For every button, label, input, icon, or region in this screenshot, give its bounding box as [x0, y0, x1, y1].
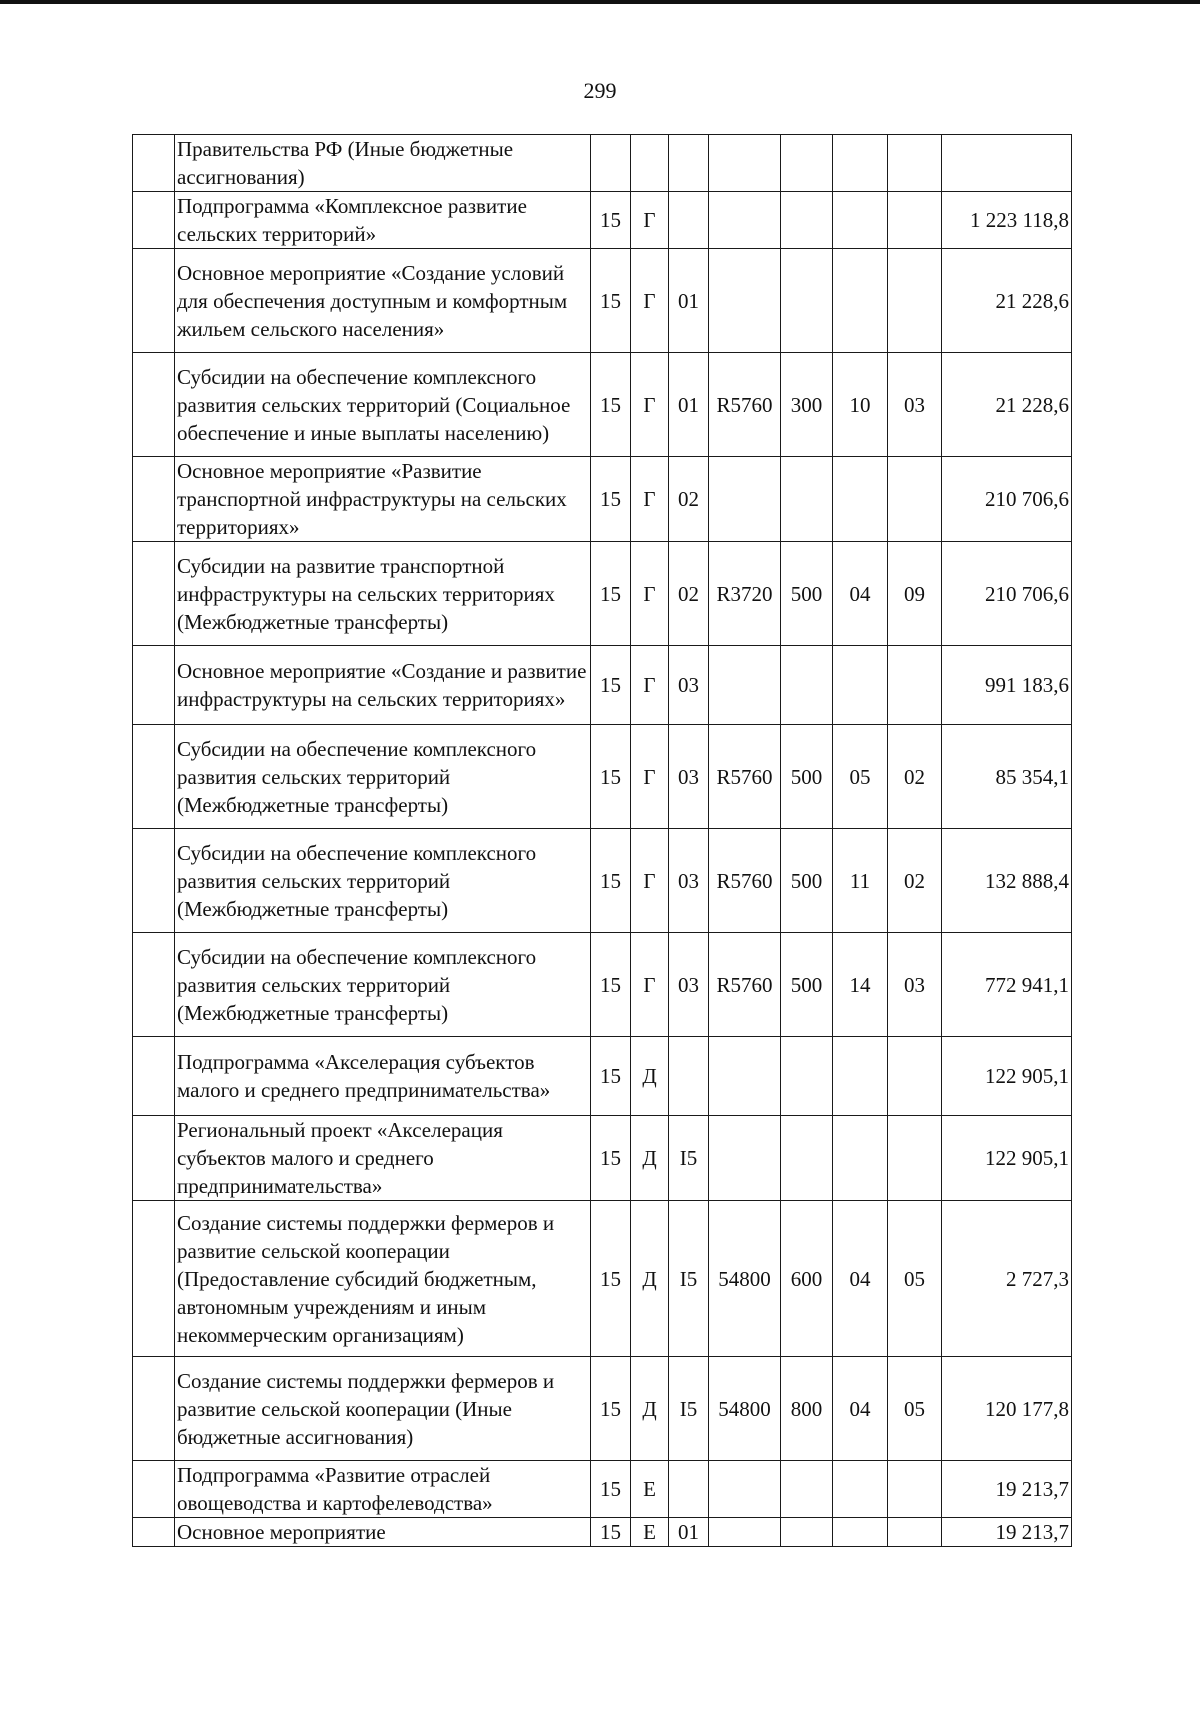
program-code-cell: 15 — [591, 1116, 631, 1201]
program-code-cell: 15 — [591, 353, 631, 457]
expense-type-cell — [781, 249, 833, 353]
direction-code-cell: R3720 — [709, 542, 781, 646]
table-row — [133, 725, 1072, 829]
amount-cell: 21 228,6 — [942, 353, 1072, 457]
section-code-cell: 04 — [833, 1201, 888, 1357]
direction-code-cell: R5760 — [709, 829, 781, 933]
section-code-cell: 14 — [833, 933, 888, 1037]
program-code-cell: 15 — [591, 829, 631, 933]
subsection-code-cell — [888, 646, 942, 725]
table-row — [133, 542, 1072, 646]
amount-cell: 85 354,1 — [942, 725, 1072, 829]
expense-type-cell: 500 — [781, 829, 833, 933]
expense-type-cell — [781, 192, 833, 249]
subsection-code-cell — [888, 1518, 942, 1547]
section-code-cell — [833, 1116, 888, 1201]
table-row — [133, 457, 1072, 542]
table-row — [133, 135, 1072, 192]
row-marker-cell — [133, 353, 175, 457]
direction-code-cell — [709, 457, 781, 542]
table-row — [133, 1116, 1072, 1201]
direction-code-cell: R5760 — [709, 933, 781, 1037]
subprogram-code-cell: Г — [631, 646, 669, 725]
amount-cell: 19 213,7 — [942, 1461, 1072, 1518]
item-name-cell: Подпрограмма «Комплексное развитие сельских территорий» — [175, 192, 591, 249]
item-name-cell: Правительства РФ (Иные бюджетные ассигнования) — [175, 135, 591, 192]
item-name-cell: Основное мероприятие «Создание и развитие инфраструктуры на сельских территориях» — [175, 646, 591, 725]
event-code-cell: I5 — [669, 1201, 709, 1357]
program-code-cell: 15 — [591, 192, 631, 249]
expense-type-cell: 500 — [781, 542, 833, 646]
amount-cell: 210 706,6 — [942, 457, 1072, 542]
expense-type-cell: 600 — [781, 1201, 833, 1357]
event-code-cell: 03 — [669, 829, 709, 933]
section-code-cell: 04 — [833, 1357, 888, 1461]
program-code-cell: 15 — [591, 1357, 631, 1461]
section-code-cell: 04 — [833, 542, 888, 646]
section-code-cell — [833, 1518, 888, 1547]
section-code-cell — [833, 457, 888, 542]
item-name-cell: Создание системы поддержки фермеров и развитие сельской кооперации (Иные бюджетные ассигнования) — [175, 1357, 591, 1461]
subsection-code-cell — [888, 192, 942, 249]
row-marker-cell — [133, 457, 175, 542]
amount-cell: 210 706,6 — [942, 542, 1072, 646]
subprogram-code-cell: Г — [631, 249, 669, 353]
subprogram-code-cell: Е — [631, 1461, 669, 1518]
row-marker-cell — [133, 542, 175, 646]
event-code-cell: 01 — [669, 249, 709, 353]
subprogram-code-cell — [631, 135, 669, 192]
amount-cell: 2 727,3 — [942, 1201, 1072, 1357]
item-name-cell: Подпрограмма «Развитие отраслей овощеводства и картофелеводства» — [175, 1461, 591, 1518]
item-name-cell: Основное мероприятие «Создание условий для обеспечения доступным и комфортным жильем сельского населения» — [175, 249, 591, 353]
direction-code-cell: R5760 — [709, 725, 781, 829]
table-row — [133, 1037, 1072, 1116]
expense-type-cell — [781, 1461, 833, 1518]
subsection-code-cell — [888, 1461, 942, 1518]
row-marker-cell — [133, 1116, 175, 1201]
section-code-cell: 10 — [833, 353, 888, 457]
item-name-cell: Субсидии на обеспечение комплексного развития сельских территорий (Социальное обеспечение и иные выплаты населению) — [175, 353, 591, 457]
table-row — [133, 1461, 1072, 1518]
section-code-cell: 11 — [833, 829, 888, 933]
table-row — [133, 1518, 1072, 1547]
direction-code-cell — [709, 135, 781, 192]
subsection-code-cell: 09 — [888, 542, 942, 646]
subsection-code-cell — [888, 249, 942, 353]
item-name-cell: Субсидии на обеспечение комплексного развития сельских территорий (Межбюджетные трансферты) — [175, 933, 591, 1037]
subprogram-code-cell: Д — [631, 1201, 669, 1357]
amount-cell: 120 177,8 — [942, 1357, 1072, 1461]
direction-code-cell — [709, 646, 781, 725]
direction-code-cell — [709, 1037, 781, 1116]
direction-code-cell: 54800 — [709, 1357, 781, 1461]
table-row — [133, 646, 1072, 725]
direction-code-cell: R5760 — [709, 353, 781, 457]
direction-code-cell — [709, 1518, 781, 1547]
section-code-cell — [833, 1461, 888, 1518]
direction-code-cell — [709, 249, 781, 353]
subprogram-code-cell: Д — [631, 1116, 669, 1201]
program-code-cell: 15 — [591, 1518, 631, 1547]
direction-code-cell — [709, 192, 781, 249]
table-row — [133, 353, 1072, 457]
row-marker-cell — [133, 646, 175, 725]
program-code-cell: 15 — [591, 542, 631, 646]
event-code-cell — [669, 1037, 709, 1116]
program-code-cell: 15 — [591, 249, 631, 353]
amount-cell — [942, 135, 1072, 192]
subsection-code-cell — [888, 1037, 942, 1116]
amount-cell: 122 905,1 — [942, 1116, 1072, 1201]
subprogram-code-cell: Г — [631, 353, 669, 457]
row-marker-cell — [133, 1357, 175, 1461]
row-marker-cell — [133, 1461, 175, 1518]
table-row — [133, 1357, 1072, 1461]
table-row — [133, 829, 1072, 933]
subsection-code-cell — [888, 457, 942, 542]
table-row — [133, 249, 1072, 353]
row-marker-cell — [133, 1037, 175, 1116]
event-code-cell: 03 — [669, 933, 709, 1037]
subprogram-code-cell: Г — [631, 542, 669, 646]
subprogram-code-cell: Г — [631, 829, 669, 933]
amount-cell: 772 941,1 — [942, 933, 1072, 1037]
budget-table — [132, 134, 1072, 1547]
event-code-cell: 01 — [669, 353, 709, 457]
direction-code-cell — [709, 1461, 781, 1518]
event-code-cell: I5 — [669, 1357, 709, 1461]
row-marker-cell — [133, 933, 175, 1037]
event-code-cell: 03 — [669, 646, 709, 725]
section-code-cell — [833, 646, 888, 725]
item-name-cell: Основное мероприятие — [175, 1518, 591, 1547]
amount-cell: 1 223 118,8 — [942, 192, 1072, 249]
program-code-cell — [591, 135, 631, 192]
event-code-cell — [669, 135, 709, 192]
item-name-cell: Создание системы поддержки фермеров и развитие сельской кооперации (Предоставление субсидий бюджетным, автономным учреждениям и иным некоммерческим организациям) — [175, 1201, 591, 1357]
event-code-cell: 02 — [669, 542, 709, 646]
item-name-cell: Субсидии на обеспечение комплексного развития сельских территорий (Межбюджетные трансферты) — [175, 829, 591, 933]
event-code-cell: 01 — [669, 1518, 709, 1547]
row-marker-cell — [133, 725, 175, 829]
expense-type-cell: 800 — [781, 1357, 833, 1461]
event-code-cell — [669, 192, 709, 249]
subsection-code-cell — [888, 1116, 942, 1201]
item-name-cell: Региональный проект «Акселерация субъектов малого и среднего предпринимательства» — [175, 1116, 591, 1201]
row-marker-cell — [133, 192, 175, 249]
subprogram-code-cell: Д — [631, 1357, 669, 1461]
section-code-cell — [833, 192, 888, 249]
row-marker-cell — [133, 135, 175, 192]
section-code-cell: 05 — [833, 725, 888, 829]
expense-type-cell: 300 — [781, 353, 833, 457]
amount-cell: 991 183,6 — [942, 646, 1072, 725]
table-row — [133, 192, 1072, 249]
section-code-cell — [833, 249, 888, 353]
subprogram-code-cell: Д — [631, 1037, 669, 1116]
direction-code-cell — [709, 1116, 781, 1201]
expense-type-cell — [781, 1116, 833, 1201]
event-code-cell: 02 — [669, 457, 709, 542]
subprogram-code-cell: Г — [631, 725, 669, 829]
subprogram-code-cell: Г — [631, 192, 669, 249]
event-code-cell: I5 — [669, 1116, 709, 1201]
subprogram-code-cell: Г — [631, 933, 669, 1037]
item-name-cell: Основное мероприятие «Развитие транспортной инфраструктуры на сельских территориях» — [175, 457, 591, 542]
table-row — [133, 933, 1072, 1037]
section-code-cell — [833, 1037, 888, 1116]
item-name-cell: Субсидии на развитие транспортной инфраструктуры на сельских территориях (Межбюджетные трансферты) — [175, 542, 591, 646]
row-marker-cell — [133, 1518, 175, 1547]
item-name-cell: Субсидии на обеспечение комплексного развития сельских территорий (Межбюджетные трансферты) — [175, 725, 591, 829]
amount-cell: 21 228,6 — [942, 249, 1072, 353]
page-number: 299 — [583, 78, 617, 103]
expense-type-cell — [781, 457, 833, 542]
subsection-code-cell: 03 — [888, 353, 942, 457]
expense-type-cell — [781, 1518, 833, 1547]
program-code-cell: 15 — [591, 725, 631, 829]
amount-cell: 122 905,1 — [942, 1037, 1072, 1116]
row-marker-cell — [133, 1201, 175, 1357]
top-border-line — [0, 0, 1200, 4]
subprogram-code-cell: Г — [631, 457, 669, 542]
program-code-cell: 15 — [591, 1461, 631, 1518]
subsection-code-cell: 02 — [888, 725, 942, 829]
expense-type-cell — [781, 646, 833, 725]
table-row — [133, 1201, 1072, 1357]
row-marker-cell — [133, 249, 175, 353]
subsection-code-cell: 03 — [888, 933, 942, 1037]
event-code-cell — [669, 1461, 709, 1518]
budget-table-body — [133, 135, 1072, 1547]
event-code-cell: 03 — [669, 725, 709, 829]
subsection-code-cell — [888, 135, 942, 192]
expense-type-cell — [781, 135, 833, 192]
subsection-code-cell: 05 — [888, 1201, 942, 1357]
amount-cell: 19 213,7 — [942, 1518, 1072, 1547]
section-code-cell — [833, 135, 888, 192]
subsection-code-cell: 05 — [888, 1357, 942, 1461]
subsection-code-cell: 02 — [888, 829, 942, 933]
program-code-cell: 15 — [591, 1201, 631, 1357]
expense-type-cell — [781, 1037, 833, 1116]
program-code-cell: 15 — [591, 457, 631, 542]
row-marker-cell — [133, 829, 175, 933]
item-name-cell: Подпрограмма «Акселерация субъектов малого и среднего предпринимательства» — [175, 1037, 591, 1116]
program-code-cell: 15 — [591, 933, 631, 1037]
subprogram-code-cell: Е — [631, 1518, 669, 1547]
program-code-cell: 15 — [591, 646, 631, 725]
expense-type-cell: 500 — [781, 933, 833, 1037]
direction-code-cell: 54800 — [709, 1201, 781, 1357]
amount-cell: 132 888,4 — [942, 829, 1072, 933]
expense-type-cell: 500 — [781, 725, 833, 829]
program-code-cell: 15 — [591, 1037, 631, 1116]
